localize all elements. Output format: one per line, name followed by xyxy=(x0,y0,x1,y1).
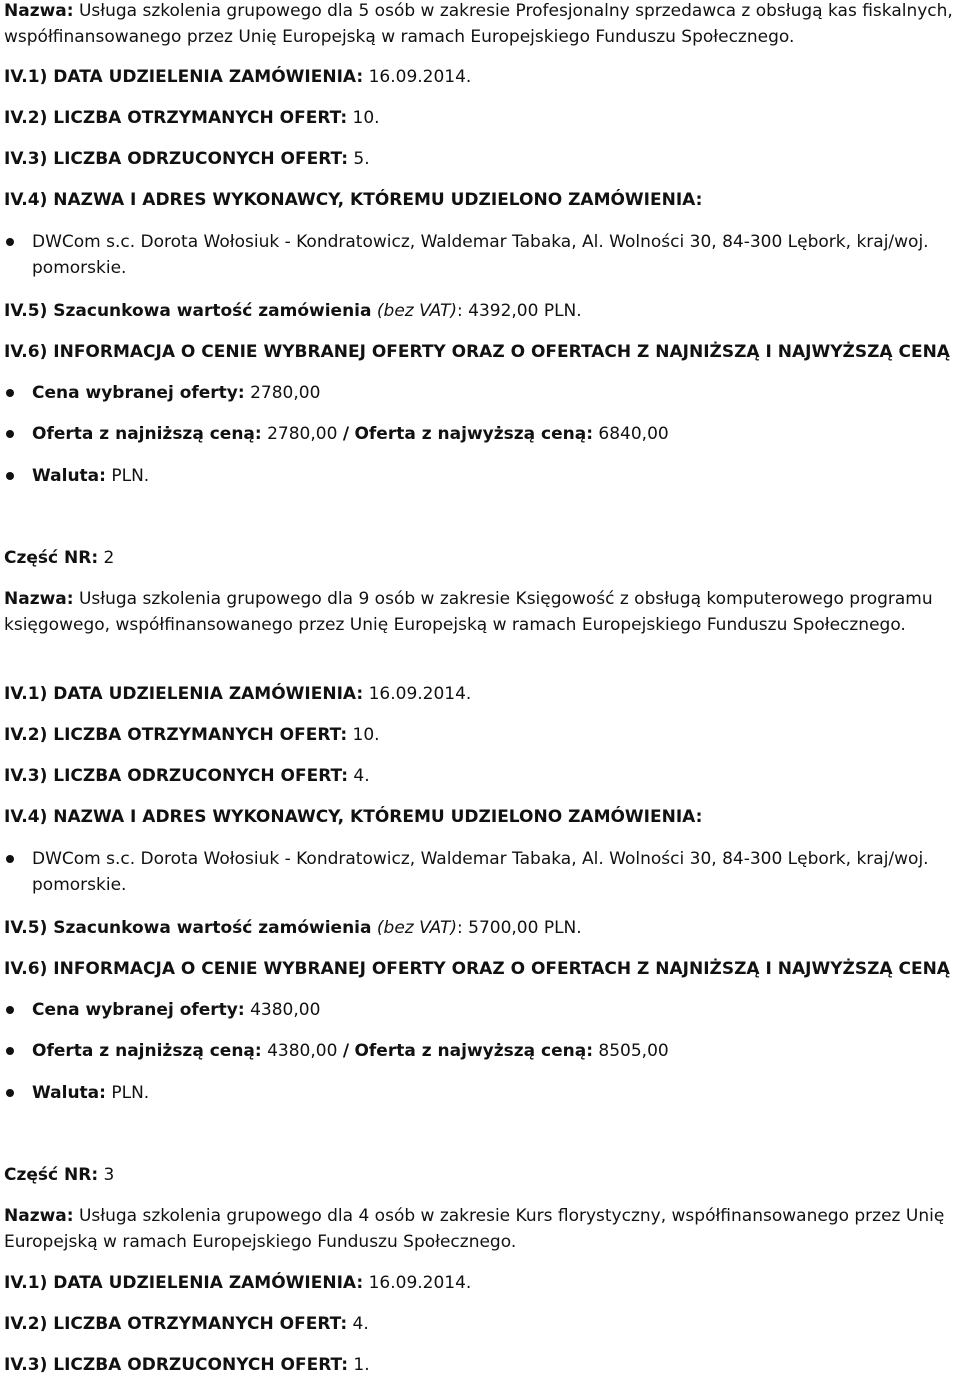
part3-iv3-label: IV.3) LICZBA ODRZUCONYCH OFERT: xyxy=(4,1355,348,1375)
part3-nazwa-text: Usługa szkolenia grupowego dla 4 osób w zakresie Kurs florystyczny, współfinansowanego przez Unię Europejską w ramach Europejskiego Funduszu Społecznego. xyxy=(4,1206,945,1252)
part2-iv1-value: 16.09.2014. xyxy=(368,684,472,704)
part1-nazwa-text: Usługa szkolenia grupowego dla 5 osób w zakresie Profesjonalny sprzedawca z obsługą kas fiskalnych, współfinansowanego przez Unię Europejską w ramach Europejskiego Funduszu Społecznego. xyxy=(4,1,953,47)
part2-najwyzsza-label: Oferta z najwyższą ceną: xyxy=(354,1041,594,1061)
part1-iv1-label: IV.1) DATA UDZIELENIA ZAMÓWIENIA: xyxy=(4,67,364,87)
part1-iv5-italic: (bez VAT) xyxy=(376,301,457,321)
bullet-icon xyxy=(6,1089,14,1097)
part2-iv5-value: : 5700,00 PLN. xyxy=(457,918,582,938)
list-item xyxy=(32,1080,149,1106)
part1-najwyzsza-value: 6840,00 xyxy=(598,424,669,444)
part1-najwyzsza-label: Oferta z najwyższą ceną: xyxy=(354,424,594,444)
part2-najwyzsza-value: 8505,00 xyxy=(598,1041,669,1061)
part1-iv3-label: IV.3) LICZBA ODRZUCONYCH OFERT: xyxy=(4,149,348,169)
part2-nazwa xyxy=(4,586,954,638)
part2-iv3 xyxy=(4,763,370,789)
bullet-icon xyxy=(6,472,14,480)
part2-wykonawca: DWCom s.c. Dorota Wołosiuk - Kondratowicz, Waldemar Tabaka, Al. Wolności 30, 84-300 Lębork, kraj/woj. pomorskie. xyxy=(32,849,929,895)
list-item xyxy=(32,846,932,898)
part2-iv2-value: 10. xyxy=(352,725,380,745)
part2-iv6 xyxy=(4,956,950,982)
part1-sep: / xyxy=(342,424,350,444)
part1-iv5-label: IV.5) Szacunkowa wartość zamówienia xyxy=(4,301,372,321)
bullet-icon xyxy=(6,430,14,438)
list-item xyxy=(32,380,320,406)
part1-iv2-label: IV.2) LICZBA OTRZYMANYCH OFERT: xyxy=(4,108,348,128)
part3-czesc xyxy=(4,1162,114,1188)
list-item xyxy=(32,463,149,489)
bullet-icon xyxy=(6,1006,14,1014)
part2-nazwa-text: Usługa szkolenia grupowego dla 9 osób w zakresie Księgowość z obsługą komputerowego programu księgowego, współfinansowanego przez Unię Europejską w ramach Europejskiego Funduszu Społecznego. xyxy=(4,589,933,635)
part1-iv5 xyxy=(4,298,582,324)
part3-iv1-label: IV.1) DATA UDZIELENIA ZAMÓWIENIA: xyxy=(4,1273,364,1293)
part2-iv3-value: 4. xyxy=(353,766,370,786)
part1-waluta-label: Waluta: xyxy=(32,466,106,486)
part3-iv1-value: 16.09.2014. xyxy=(368,1273,472,1293)
part1-wykonawca: DWCom s.c. Dorota Wołosiuk - Kondratowicz, Waldemar Tabaka, Al. Wolności 30, 84-300 Lębork, kraj/woj. pomorskie. xyxy=(32,232,929,278)
part2-iv4 xyxy=(4,804,702,830)
part2-iv1 xyxy=(4,681,471,707)
bullet-icon xyxy=(6,855,14,863)
part2-waluta-label: Waluta: xyxy=(32,1083,106,1103)
part1-cena-label: Cena wybranej oferty: xyxy=(32,383,245,403)
part3-czesc-label: Część NR: xyxy=(4,1165,99,1185)
part3-nazwa xyxy=(4,1203,960,1255)
part1-iv3 xyxy=(4,146,370,172)
part2-waluta-value: PLN. xyxy=(111,1083,150,1103)
bullet-icon xyxy=(6,389,14,397)
part1-iv5-value: : 4392,00 PLN. xyxy=(457,301,582,321)
part2-iv5-label: IV.5) Szacunkowa wartość zamówienia xyxy=(4,918,372,938)
list-item xyxy=(32,421,669,447)
part3-iv2 xyxy=(4,1311,369,1337)
bullet-icon xyxy=(6,1047,14,1055)
part1-nazwa xyxy=(4,0,958,50)
part1-iv2 xyxy=(4,105,380,131)
part2-czesc-label: Część NR: xyxy=(4,548,99,568)
part1-iv6 xyxy=(4,339,950,365)
part3-iv2-value: 4. xyxy=(352,1314,369,1334)
part3-iv3-value: 1. xyxy=(353,1355,370,1375)
part2-iv6-label: IV.6) INFORMACJA O CENIE WYBRANEJ OFERTY ORAZ O OFERTACH Z NAJNIŻSZĄ I NAJWYŻSZĄ CENĄ xyxy=(4,959,950,979)
part2-iv5-italic: (bez VAT) xyxy=(376,918,457,938)
part3-iv1 xyxy=(4,1270,471,1296)
part2-iv5 xyxy=(4,915,582,941)
part2-iv1-label: IV.1) DATA UDZIELENIA ZAMÓWIENIA: xyxy=(4,684,364,704)
part3-iv2-label: IV.2) LICZBA OTRZYMANYCH OFERT: xyxy=(4,1314,348,1334)
part2-cena-value: 4380,00 xyxy=(250,1000,321,1020)
part3-nazwa-label: Nazwa: xyxy=(4,1206,74,1226)
part2-iv4-label: IV.4) NAZWA I ADRES WYKONAWCY, KTÓREMU UDZIELONO ZAMÓWIENIA: xyxy=(4,807,703,827)
list-item xyxy=(32,1038,669,1064)
bullet-icon xyxy=(6,238,14,246)
part1-iv1 xyxy=(4,64,471,90)
part2-nazwa-label: Nazwa: xyxy=(4,589,74,609)
part2-czesc xyxy=(4,545,114,571)
part2-iv2-label: IV.2) LICZBA OTRZYMANYCH OFERT: xyxy=(4,725,348,745)
part1-iv4 xyxy=(4,187,702,213)
part3-czesc-value: 3 xyxy=(103,1165,115,1185)
part1-iv1-value: 16.09.2014. xyxy=(368,67,472,87)
part1-nazwa-label: Nazwa: xyxy=(4,1,74,21)
part2-iv3-label: IV.3) LICZBA ODRZUCONYCH OFERT: xyxy=(4,766,348,786)
part3-iv3 xyxy=(4,1352,370,1378)
part1-iv2-value: 10. xyxy=(352,108,380,128)
part2-najnizsza-label: Oferta z najniższą ceną: xyxy=(32,1041,262,1061)
part1-cena-value: 2780,00 xyxy=(250,383,321,403)
part1-najnizsza-value: 2780,00 xyxy=(267,424,338,444)
part1-iv6-label: IV.6) INFORMACJA O CENIE WYBRANEJ OFERTY ORAZ O OFERTACH Z NAJNIŻSZĄ I NAJWYŻSZĄ CENĄ xyxy=(4,342,950,362)
part1-iv4-label: IV.4) NAZWA I ADRES WYKONAWCY, KTÓREMU UDZIELONO ZAMÓWIENIA: xyxy=(4,190,703,210)
part1-iv3-value: 5. xyxy=(353,149,370,169)
part2-sep: / xyxy=(342,1041,350,1061)
part1-waluta-value: PLN. xyxy=(111,466,150,486)
part1-najnizsza-label: Oferta z najniższą ceną: xyxy=(32,424,262,444)
list-item xyxy=(32,997,320,1023)
part2-czesc-value: 2 xyxy=(103,548,115,568)
part2-iv2 xyxy=(4,722,380,748)
part2-cena-label: Cena wybranej oferty: xyxy=(32,1000,245,1020)
list-item xyxy=(32,229,932,281)
part2-najnizsza-value: 4380,00 xyxy=(267,1041,338,1061)
